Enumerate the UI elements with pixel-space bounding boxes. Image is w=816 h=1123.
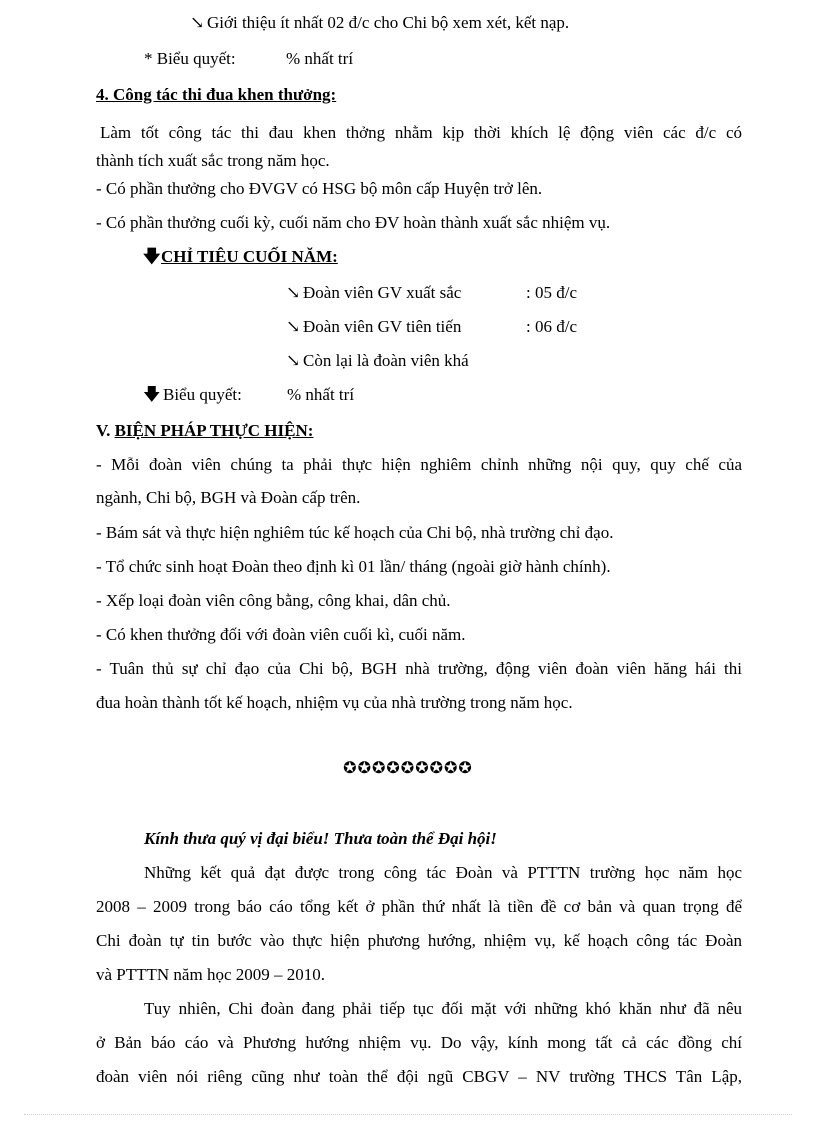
section5-heading: V. BIỆN PHÁP THỰC HIỆN: [96,421,314,440]
page-bottom-rule [24,1114,792,1115]
section4-para-line2: thành tích xuất sắc trong năm học. [96,151,330,170]
section5-bullet2: - Bám sát và thực hiện nghiêm túc kế hoạch của Chi bộ, nhà trường chỉ đạo. [96,523,614,542]
section5-bullet6-line1: - Tuân thủ sự chỉ đạo của Chi bộ, BGH nhà trường, động viên đoàn viên hăng hái thi [96,659,742,678]
closing-p2-line3: đoàn viên nói riêng cũng như toàn thể đội ngũ CBGV – NV trường THCS Tân Lập, [96,1067,742,1086]
target-item: ↘ Còn lại là đoàn viên khá [286,351,469,370]
vote-label: * Biểu quyết: [144,49,236,68]
target-item: ↘ Đoàn viên GV tiên tiến : 06 đ/c [286,317,577,336]
closing-p1-line3: Chi đoàn tự tin bước vào thực hiện phương hướng, nhiệm vụ, kế hoạch công tác Đoàn [96,931,742,950]
section5-bullet1-line2: ngành, Chi bộ, BGH và Đoàn cấp trên. [96,488,361,507]
targets-heading: 🡇CHỈ TIÊU CUỐI NĂM: [143,247,338,266]
closing-p2-line2: ở Bản báo cáo và Phương hướng nhiệm vụ. Do vậy, kính mong tất cả các đồng chí [96,1033,742,1052]
arrow-bullet-icon: ↘ [286,283,301,302]
target-item: ↘ Đoàn viên GV xuất sắc : 05 đ/c [286,283,577,302]
section4-para-line1: Làm tốt công tác thi đau khen thởng nhằm kịp thời khích lệ động viên các đ/c có [100,123,742,142]
vote-value: % nhất trí [286,49,354,68]
closing-p1-line4: và PTTTN năm học 2009 – 2010. [96,965,325,984]
section4-heading: 4. Công tác thi đua khen thưởng: [96,85,337,104]
star-divider: ✪✪✪✪✪✪✪✪✪ [343,760,473,777]
closing-p2-line1: Tuy nhiên, Chi đoàn đang phải tiếp tục đối mặt với những khó khăn như đã nêu [144,999,742,1018]
section5-bullet3: - Tổ chức sinh hoạt Đoàn theo định kì 01 lần/ tháng (ngoài giờ hành chính). [96,557,611,576]
section5-bullet5: - Có khen thưởng đối với đoàn viên cuối kì, cuối năm. [96,625,466,644]
arrow-down-icon: 🡇 [143,247,161,266]
section5-bullet4: - Xếp loại đoàn viên công bằng, công khai, dân chủ. [96,591,451,610]
vote-line [144,48,353,70]
arrow-down-icon: 🡇 [143,385,161,404]
arrow-bullet-icon: ↘ [190,13,205,32]
arrow-bullet-icon: ↘ [286,317,301,336]
intro-item: ↘ Giới thiệu ít nhất 02 đ/c cho Chi bộ xem xét, kết nạp. [190,13,570,32]
closing-p1-line1: Những kết quả đạt được trong công tác Đoàn và PTTTN trường học năm học [144,863,742,882]
section5-bullet1-line1: - Mỗi đoàn viên chúng ta phải thực hiện nghiêm chỉnh những nội quy, quy chế của [96,455,742,474]
arrow-bullet-icon: ↘ [286,351,301,370]
section4-bullet2: - Có phần thưởng cuối kỳ, cuối năm cho ĐV hoàn thành xuất sắc nhiệm vụ. [96,213,611,232]
section4-bullet1: - Có phần thưởng cho ĐVGV có HSG bộ môn cấp Huyện trở lên. [96,179,543,198]
section5-bullet6-line2: đua hoàn thành tốt kế hoạch, nhiệm vụ của nhà trường trong năm học. [96,693,573,712]
closing-greeting: Kính thưa quý vị đại biểu! Thưa toàn thể Đại hội! [144,829,497,848]
closing-p1-line2: 2008 – 2009 trong báo cáo tổng kết ở phần thứ nhất là tiền đề cơ bản và quan trọng để [96,897,742,916]
targets-vote: 🡇 Biểu quyết: % nhất trí [143,385,355,404]
